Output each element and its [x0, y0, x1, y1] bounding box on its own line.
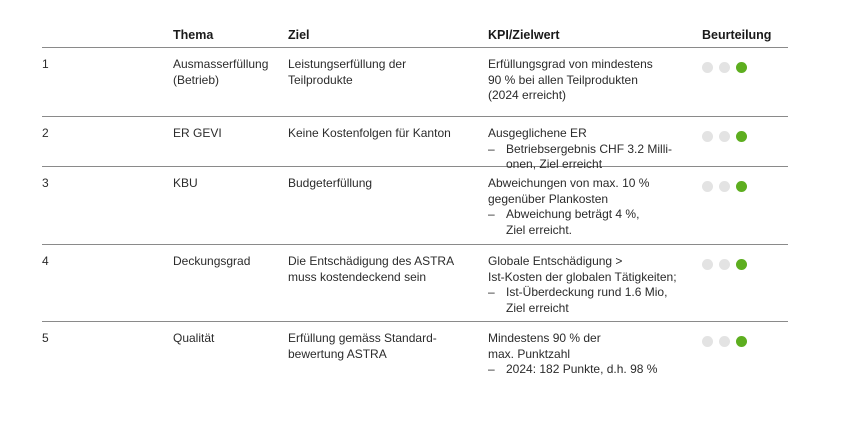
ziel-cell	[288, 57, 478, 88]
rating-dot-inactive	[702, 181, 713, 192]
rating-dot-active	[736, 336, 747, 347]
kpi-sub-line: Ist-Überdeckung rund 1.6 Mio,	[506, 285, 668, 299]
kpi-cell	[488, 57, 703, 104]
kpi-cell-line: Abweichungen von max. 10 %	[488, 176, 650, 190]
ziel-cell	[288, 126, 478, 142]
ziel-cell	[288, 254, 478, 285]
dash-bullet: –	[488, 207, 495, 221]
kpi-cell-line: max. Punktzahl	[488, 346, 571, 361]
row-number: 2	[42, 126, 49, 140]
rating-indicator	[702, 336, 747, 347]
rating-indicator	[702, 131, 747, 142]
rating-dot-inactive	[702, 259, 713, 270]
thema-cell-line: Ausmasserfüllung	[173, 57, 269, 71]
rating-dot-active	[736, 181, 747, 192]
kpi-table	[42, 28, 788, 384]
thema-cell-line: Deckungsgrad	[173, 254, 251, 268]
kpi-sub-line: Ziel erreicht.	[506, 222, 573, 237]
dash-bullet: –	[488, 141, 495, 156]
kpi-sub-item	[488, 285, 703, 316]
rating-dot-inactive	[719, 336, 730, 347]
kpi-cell-line: Erfüllungsgrad von mindestens	[488, 57, 653, 71]
thema-cell-line: ER GEVI	[173, 126, 222, 140]
kpi-cell	[488, 254, 703, 316]
kpi-cell	[488, 176, 703, 238]
row-number: 4	[42, 254, 49, 268]
kpi-sub-line: 2024: 182 Punkte, d.h. 98 %	[506, 362, 658, 376]
rating-dot-inactive	[702, 336, 713, 347]
ziel-cell	[288, 176, 478, 192]
ziel-cell-line: muss kostendeckend sein	[288, 269, 427, 284]
thema-cell-line: KBU	[173, 176, 198, 190]
kpi-sub-item	[488, 207, 703, 238]
rating-indicator	[702, 62, 747, 73]
ziel-cell-line: Keine Kostenfolgen für Kanton	[288, 126, 451, 140]
kpi-sub-line: Betriebsergebnis CHF 3.2 Milli-	[506, 141, 673, 156]
kpi-cell	[488, 331, 703, 378]
kpi-cell-line: Ausgeglichene ER	[488, 126, 587, 140]
kpi-cell-line: Mindestens 90 % der	[488, 331, 601, 345]
ziel-cell-line: Erfüllung gemäss Standard-	[288, 331, 437, 345]
header-ziel: Ziel	[288, 28, 310, 42]
rating-dot-inactive	[719, 131, 730, 142]
header-beurteilung: Beurteilung	[702, 28, 772, 42]
thema-cell	[173, 176, 283, 192]
table-row	[42, 322, 788, 384]
ziel-cell-line: Teilprodukte	[288, 72, 353, 87]
kpi-cell-line: Globale Entschädigung >	[488, 254, 623, 268]
rating-dot-inactive	[719, 181, 730, 192]
thema-cell	[173, 57, 283, 88]
table-row	[42, 117, 788, 171]
kpi-cell	[488, 126, 703, 173]
table-row	[42, 167, 788, 245]
table-body	[42, 48, 788, 384]
header-thema: Thema	[173, 28, 214, 42]
table-row	[42, 48, 788, 117]
kpi-sub-line: Ziel erreicht	[506, 300, 569, 315]
kpi-cell-line: gegenüber Plankosten	[488, 191, 609, 206]
rating-dot-inactive	[719, 259, 730, 270]
row-number: 1	[42, 57, 49, 71]
ziel-cell	[288, 331, 478, 362]
rating-indicator	[702, 181, 747, 192]
dash-bullet: –	[488, 285, 495, 299]
thema-cell-line: (Betrieb)	[173, 72, 220, 87]
rating-dot-inactive	[702, 131, 713, 142]
kpi-sub-line: onen, Ziel erreicht	[506, 157, 603, 171]
thema-cell	[173, 254, 283, 270]
table-header	[42, 28, 788, 48]
ziel-cell-line: Die Entschädigung des ASTRA	[288, 254, 455, 268]
thema-cell-line: Qualität	[173, 331, 215, 345]
ziel-cell-line: Budgeterfüllung	[288, 176, 373, 190]
thema-cell	[173, 126, 283, 142]
kpi-cell-line: Ist-Kosten der globalen Tätigkeiten;	[488, 269, 677, 284]
rating-dot-inactive	[719, 62, 730, 73]
dash-bullet: –	[488, 362, 495, 376]
table-row	[42, 245, 788, 322]
rating-dot-active	[736, 259, 747, 270]
rating-dot-active	[736, 131, 747, 142]
rating-dot-active	[736, 62, 747, 73]
rating-indicator	[702, 259, 747, 270]
header-kpi: KPI/Zielwert	[488, 28, 560, 42]
kpi-sub-item	[488, 362, 703, 378]
kpi-cell-line: 90 % bei allen Teilprodukten	[488, 72, 638, 87]
ziel-cell-line: bewertung ASTRA	[288, 346, 387, 361]
kpi-sub-line: Abweichung beträgt 4 %,	[506, 207, 640, 221]
thema-cell	[173, 331, 283, 347]
row-number: 5	[42, 331, 49, 345]
row-number: 3	[42, 176, 49, 190]
kpi-cell-line: (2024 erreicht)	[488, 88, 567, 102]
rating-dot-inactive	[702, 62, 713, 73]
ziel-cell-line: Leistungserfüllung der	[288, 57, 407, 71]
